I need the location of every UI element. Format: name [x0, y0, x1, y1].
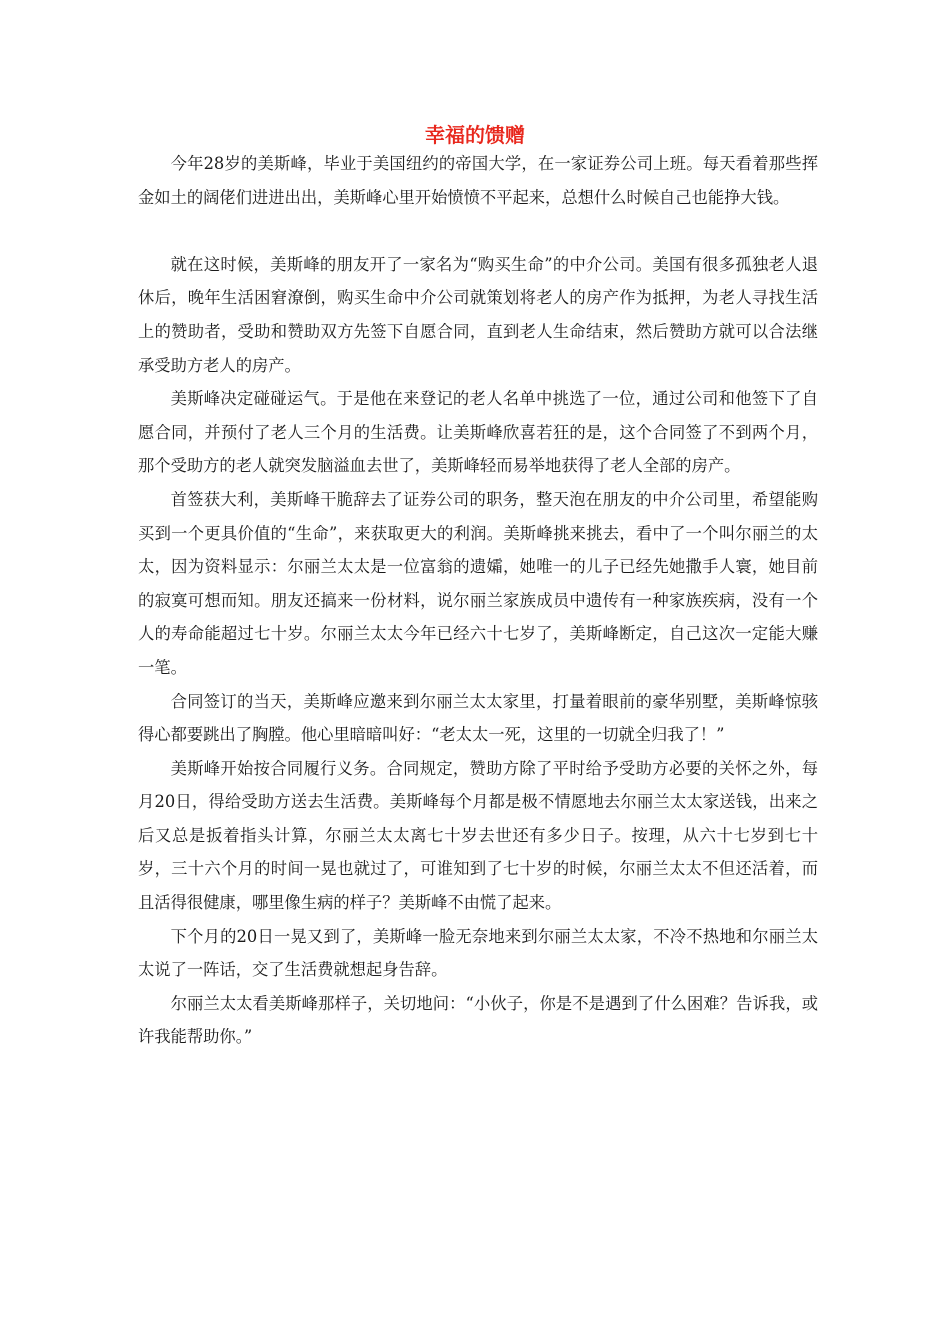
paragraph-2: 就在这时候，美斯峰的朋友开了一家名为“购买生命”的中介公司。美国有很多孤独老人退休后，晚年生活困窘潦倒，购买生命中介公司就策划将老人的房产作为抵押，为老人寻找生活上的赞助者，受助和赞助双方先签下自愿合同，直到老人生命结束，然后赞助方就可以合法继承受助方老人的房产。 [138, 254, 818, 375]
paragraph-7: 下个月的20日一晃又到了，美斯峰一脸无奈地来到尔丽兰太太家，不冷不热地和尔丽兰太太说了一阵话，交了生活费就想起身告辞。 [138, 926, 818, 980]
paragraph-3: 美斯峰决定碰碰运气。于是他在来登记的老人名单中挑选了一位，通过公司和他签下了自愿合同，并预付了老人三个月的生活费。让美斯峰欣喜若狂的是，这个合同签了不到两个月，那个受助方的老人就突发脑溢血去世了，美斯峰轻而易举地获得了老人全部的房产。 [138, 389, 818, 476]
document-body [138, 147, 818, 1054]
paragraph-5: 合同签订的当天，美斯峰应邀来到尔丽兰太太家里，打量着眼前的豪华别墅，美斯峰惊骇得心都要跳出了胸膛。他心里暗暗叫好：“老太太一死，这里的一切就全归我了！” [138, 691, 818, 745]
document-title: 幸福的馈赠 [425, 123, 525, 147]
paragraph-4: 首签获大利，美斯峰干脆辞去了证券公司的职务，整天泡在朋友的中介公司里，希望能购买到一个更具价值的“生命”，来获取更大的利润。美斯峰挑来挑去，看中了一个叫尔丽兰的太太，因为资料显示：尔丽兰太太是一位富翁的遗孀，她唯一的儿子已经先她撒手人寰，她目前的寂寞可想而知。朋友还搞来一份材料，说尔丽兰家族成员中遗传有一种家族疾病，没有一个人的寿命能超过七十岁。尔丽兰太太今年已经六十七岁了，美斯峰断定，自己这次一定能大赚一笔。 [138, 489, 818, 677]
paragraph-8: 尔丽兰太太看美斯峰那样子，关切地问：“小伙子，你是不是遇到了什么困难？告诉我，或许我能帮助你。” [138, 993, 818, 1047]
paragraph-spacer [138, 214, 818, 248]
paragraph-6: 美斯峰开始按合同履行义务。合同规定，赞助方除了平时给予受助方必要的关怀之外，每月20日，得给受助方送去生活费。美斯峰每个月都是极不情愿地去尔丽兰太太家送钱，出来之后又总是扳着指头计算，尔丽兰太太离七十岁去世还有多少日子。按理，从六十七岁到七十岁，三十六个月的时间一晃也就过了，可谁知到了七十岁的时候，尔丽兰太太不但还活着，而且活得很健康，哪里像生病的样子？美斯峰不由慌了起来。 [138, 758, 818, 913]
paragraph-1: 今年28岁的美斯峰，毕业于美国纽约的帝国大学，在一家证券公司上班。每天看着那些挥金如土的阔佬们进进出出，美斯峰心里开始愤愤不平起来，总想什么时候自己也能挣大钱。 [138, 154, 818, 207]
